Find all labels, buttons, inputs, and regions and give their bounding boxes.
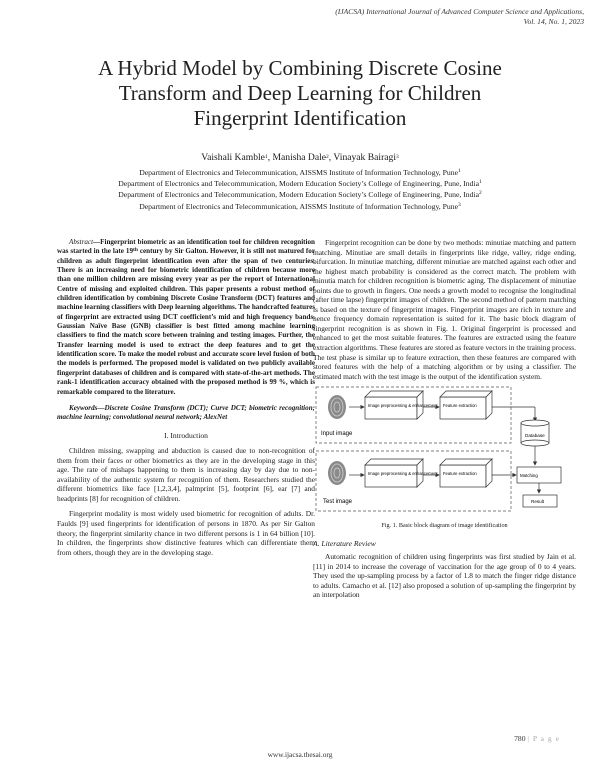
section-heading: I. Introduction <box>164 430 208 440</box>
affiliation <box>30 178 570 189</box>
test-fingerprint-icon <box>328 461 346 485</box>
feature-extraction-label: Feature extraction <box>443 403 477 409</box>
paragraph: Fingerprint modality is most widely used biometric for recognition of adults. Dr. Faulds [9] used fingerprints for identification of persons in 1870. As per Sir Galton theory, the fingerprint similarity chance in two different persons is 1 in 64 billion [10]. In children, the fingerprints show distinctive features which can differentiate them from others, though they are in the developing stage. <box>57 509 315 557</box>
journal-header <box>204 7 584 27</box>
figure-caption: Fig. 1. Basic block diagram of image identification <box>381 522 508 530</box>
journal-name: (IJACSA) International Journal of Advanced Computer Science and Applications, <box>335 7 584 16</box>
author-affil-sup: 1 <box>264 154 268 160</box>
input-label: Input image <box>321 431 353 438</box>
result-label: Result <box>531 499 545 505</box>
affiliation-text: Department of Electronics and Telecommunication, AISSMS Institute of Information Technology, Pune <box>139 168 459 177</box>
title-line: Transform and Deep Learning for Children <box>118 81 482 105</box>
input-fingerprint-icon <box>328 395 346 419</box>
affiliation <box>30 201 570 212</box>
abstract-label: Abstract <box>69 238 94 246</box>
paragraph: Automatic recognition of children using fingerprints was first studied by Jain et al. [11] in 2014 to increase the coverage of vaccination for the age group of 0 to 4 years. They used the up-sampling process by a factor of 1.8 to match the finger ridge distance to adults. Camacho et al. [12] also proposed a solution of up-sampling the fingerprint by an interpolation <box>313 552 576 600</box>
paragraph: Fingerprint recognition can be done by two methods: minutiae matching and pattern matching. Minutiae are small details in fingerprints like ridge, valley, ridge ending, bifurcation. In minutiae matching, different minutiae are matched against each other and the highest match probability is considered as the correct match. The problem with minutia match for children recognition is biometric aging. The displacement of minutiae points due to growth in fingers. One needs a growth model to recognise the longitudinal (after time lapse) fingerprint images of children. The second method of pattern matching is based on the texture of fingerprint images. Fingerprint images are rich in texture and hence frequency domain representation is suited for it. The basic block diagram of fingerprint recognition is as shown in Fig. 1. Original fingerprint is processed and enhanced to get the most suitable features. The features are extracted using the feature extraction algorithms. These features are stored as feature vectors in the training process. The test phase is similar up to feature extraction, then these features are compared with stored features with the help of a matching algorithm or by using a classifier. The estimated match with the test image is the output of the identification system. <box>313 238 576 381</box>
title-line: Fingerprint Identification <box>193 106 407 130</box>
author-name: Vaishali Kamble <box>201 152 265 163</box>
keywords: Keywords—Discrete Cosine Transform (DCT); Curve DCT; biometric recognition; machine learning; convolutional neural network; AlexNet <box>57 403 315 422</box>
figure-block-diagram <box>313 385 576 515</box>
affiliations <box>30 167 570 212</box>
test-feature-extraction-label: Feature extraction <box>443 471 477 477</box>
test-label: Test image <box>323 499 353 506</box>
journal-url[interactable]: www.ijacsa.thesai.org <box>267 750 333 759</box>
block-diagram <box>313 385 576 515</box>
preprocess-label: Image preprocessing & enhancement <box>368 403 438 409</box>
author-affil-sup: 2 <box>326 154 329 160</box>
affiliation <box>30 189 570 200</box>
affiliation-text: Department of Electronics and Telecommunication, AISSMS Institute of Information Technology, Pune <box>139 201 459 211</box>
affiliation-sup: 1 <box>458 168 461 174</box>
page-number <box>514 734 560 743</box>
affiliation-text: Department of Electronics and Telecommunication, Modern Education Society’s College of Engineering, Pune, India <box>118 179 479 189</box>
author-affil-sup: 3 <box>395 154 399 160</box>
author-list: Vaishali Kamble$^1$, Manisha Dale$^2$, Vinayak Bairagi$^3$ <box>201 152 399 163</box>
database-label: Database <box>525 433 545 439</box>
affiliation-sup: 1 <box>479 179 482 186</box>
author-name: Manisha Dale <box>272 152 327 163</box>
author-name: Vinayak Bairagi <box>333 152 396 163</box>
affiliation-sup: 3 <box>458 201 461 208</box>
affiliation-sup: 2 <box>479 190 482 197</box>
paragraph: Children missing, swapping and abduction is caused due to non-recognition of them from their faces or other biometrics as they are in the developing stage in this age. The rate of mishaps happening to them is increasing day by day due to non-availability of the authentic system for recognition of them. Researchers studied the different biometrics like face [1,2,3,4], palmprint [5], footprint [6], ear [7] and headprints [8] for recognition of children. <box>57 446 315 503</box>
affiliation <box>30 167 570 178</box>
page-number-value: 780 <box>514 734 526 743</box>
abstract-sup: th <box>133 247 138 254</box>
page-word: | P a g e <box>527 734 560 743</box>
title-line: A Hybrid Model by Combining Discrete Cosine <box>98 56 502 80</box>
paper-title <box>40 56 560 131</box>
right-column <box>313 238 576 606</box>
matching-label: Matching <box>520 473 538 479</box>
left-column <box>57 238 315 563</box>
test-preprocess-label: Image preprocessing & enhancement <box>368 471 438 477</box>
affiliation-text: Department of Electronics and Telecommunication, Modern Education Society’s College of Engineering, Pune, India <box>118 190 479 200</box>
abstract <box>57 238 315 397</box>
abstract-text: —Fingerprint biometric as an identification tool for children recognition was started in the late 19 <box>57 238 315 256</box>
journal-volume: Vol. 14, No. 1, 2023 <box>523 17 584 26</box>
abstract-text-cont: century by Sir Galton. However, it is still not matured for children as adult fingerprint identification even after the span of two centuries. There is an increasing need for biometric identification of children because more than one million children are missing every year as per the report of International Centre of missing and exploited children. This paper presents a robust method of children identification by combining Discrete Cosine Transform (DCT) features and machine learning classifiers with Deep learning algorithms. The handcrafted features of fingerprint are extracted using DCT coefficient’s mid and high frequency bands. Gaussian Naïve Base (GNB) classifier is best fitted among machine learning classifiers to find the match score between training and testing images. Further, the Transfer learning model is used to extract the deep features and to get the identification score. To make the model robust and accurate score level fusion of both the models is performed. The proposed model is validated on two publicly available fingerprint databases of children and is compared with state-of-the-art methods. The rank-1 identification accuracy obtained with the proposed method is 99 %, which is remarkable compared to the literature. <box>57 247 315 396</box>
subsection-heading: A. Literature Review <box>313 538 376 548</box>
